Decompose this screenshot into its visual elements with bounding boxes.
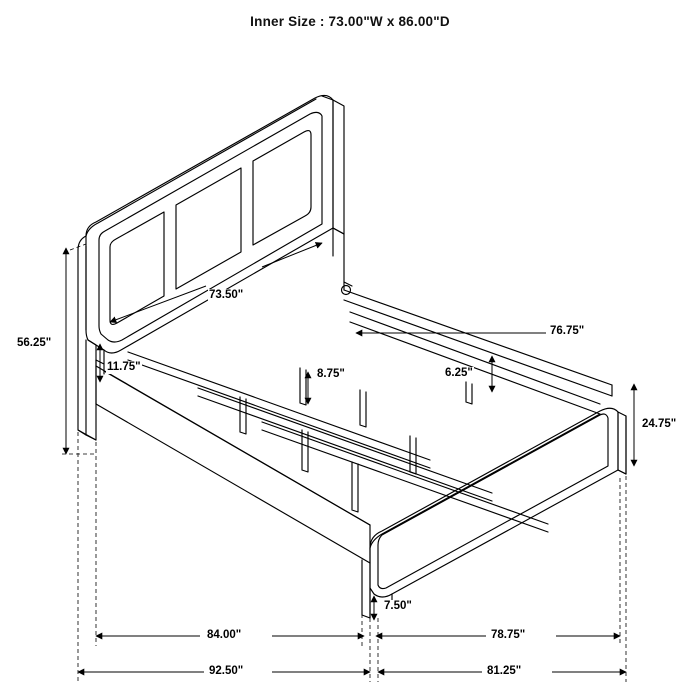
page-title: Inner Size : 73.00"W x 86.00"D [250,14,450,29]
dimension-lines [62,243,634,682]
label-depth-right-upper: 78.75" [491,629,526,641]
dim-73-50-arrow-left [110,286,206,322]
dim-73-50-arrow-right [262,243,322,267]
label-depth-right-lower: 81.25" [487,665,522,677]
label-footboard-height: 24.75" [642,418,677,430]
label-center-support-leg: 8.75" [317,368,345,380]
label-depth-left-upper: 84.00" [207,629,242,641]
label-side-rail-inner-width: 76.75" [550,325,585,337]
label-slat-offset: 6.25" [445,367,473,379]
label-headboard-panel-width: 73.50" [209,289,244,301]
label-depth-left-lower: 92.50" [209,665,244,677]
label-headboard-total-height: 56.25" [17,337,52,349]
label-headboard-lower-rail: 11.75" [107,361,141,373]
label-footboard-clearance: 7.50" [384,600,412,612]
bed-outline [78,95,626,618]
